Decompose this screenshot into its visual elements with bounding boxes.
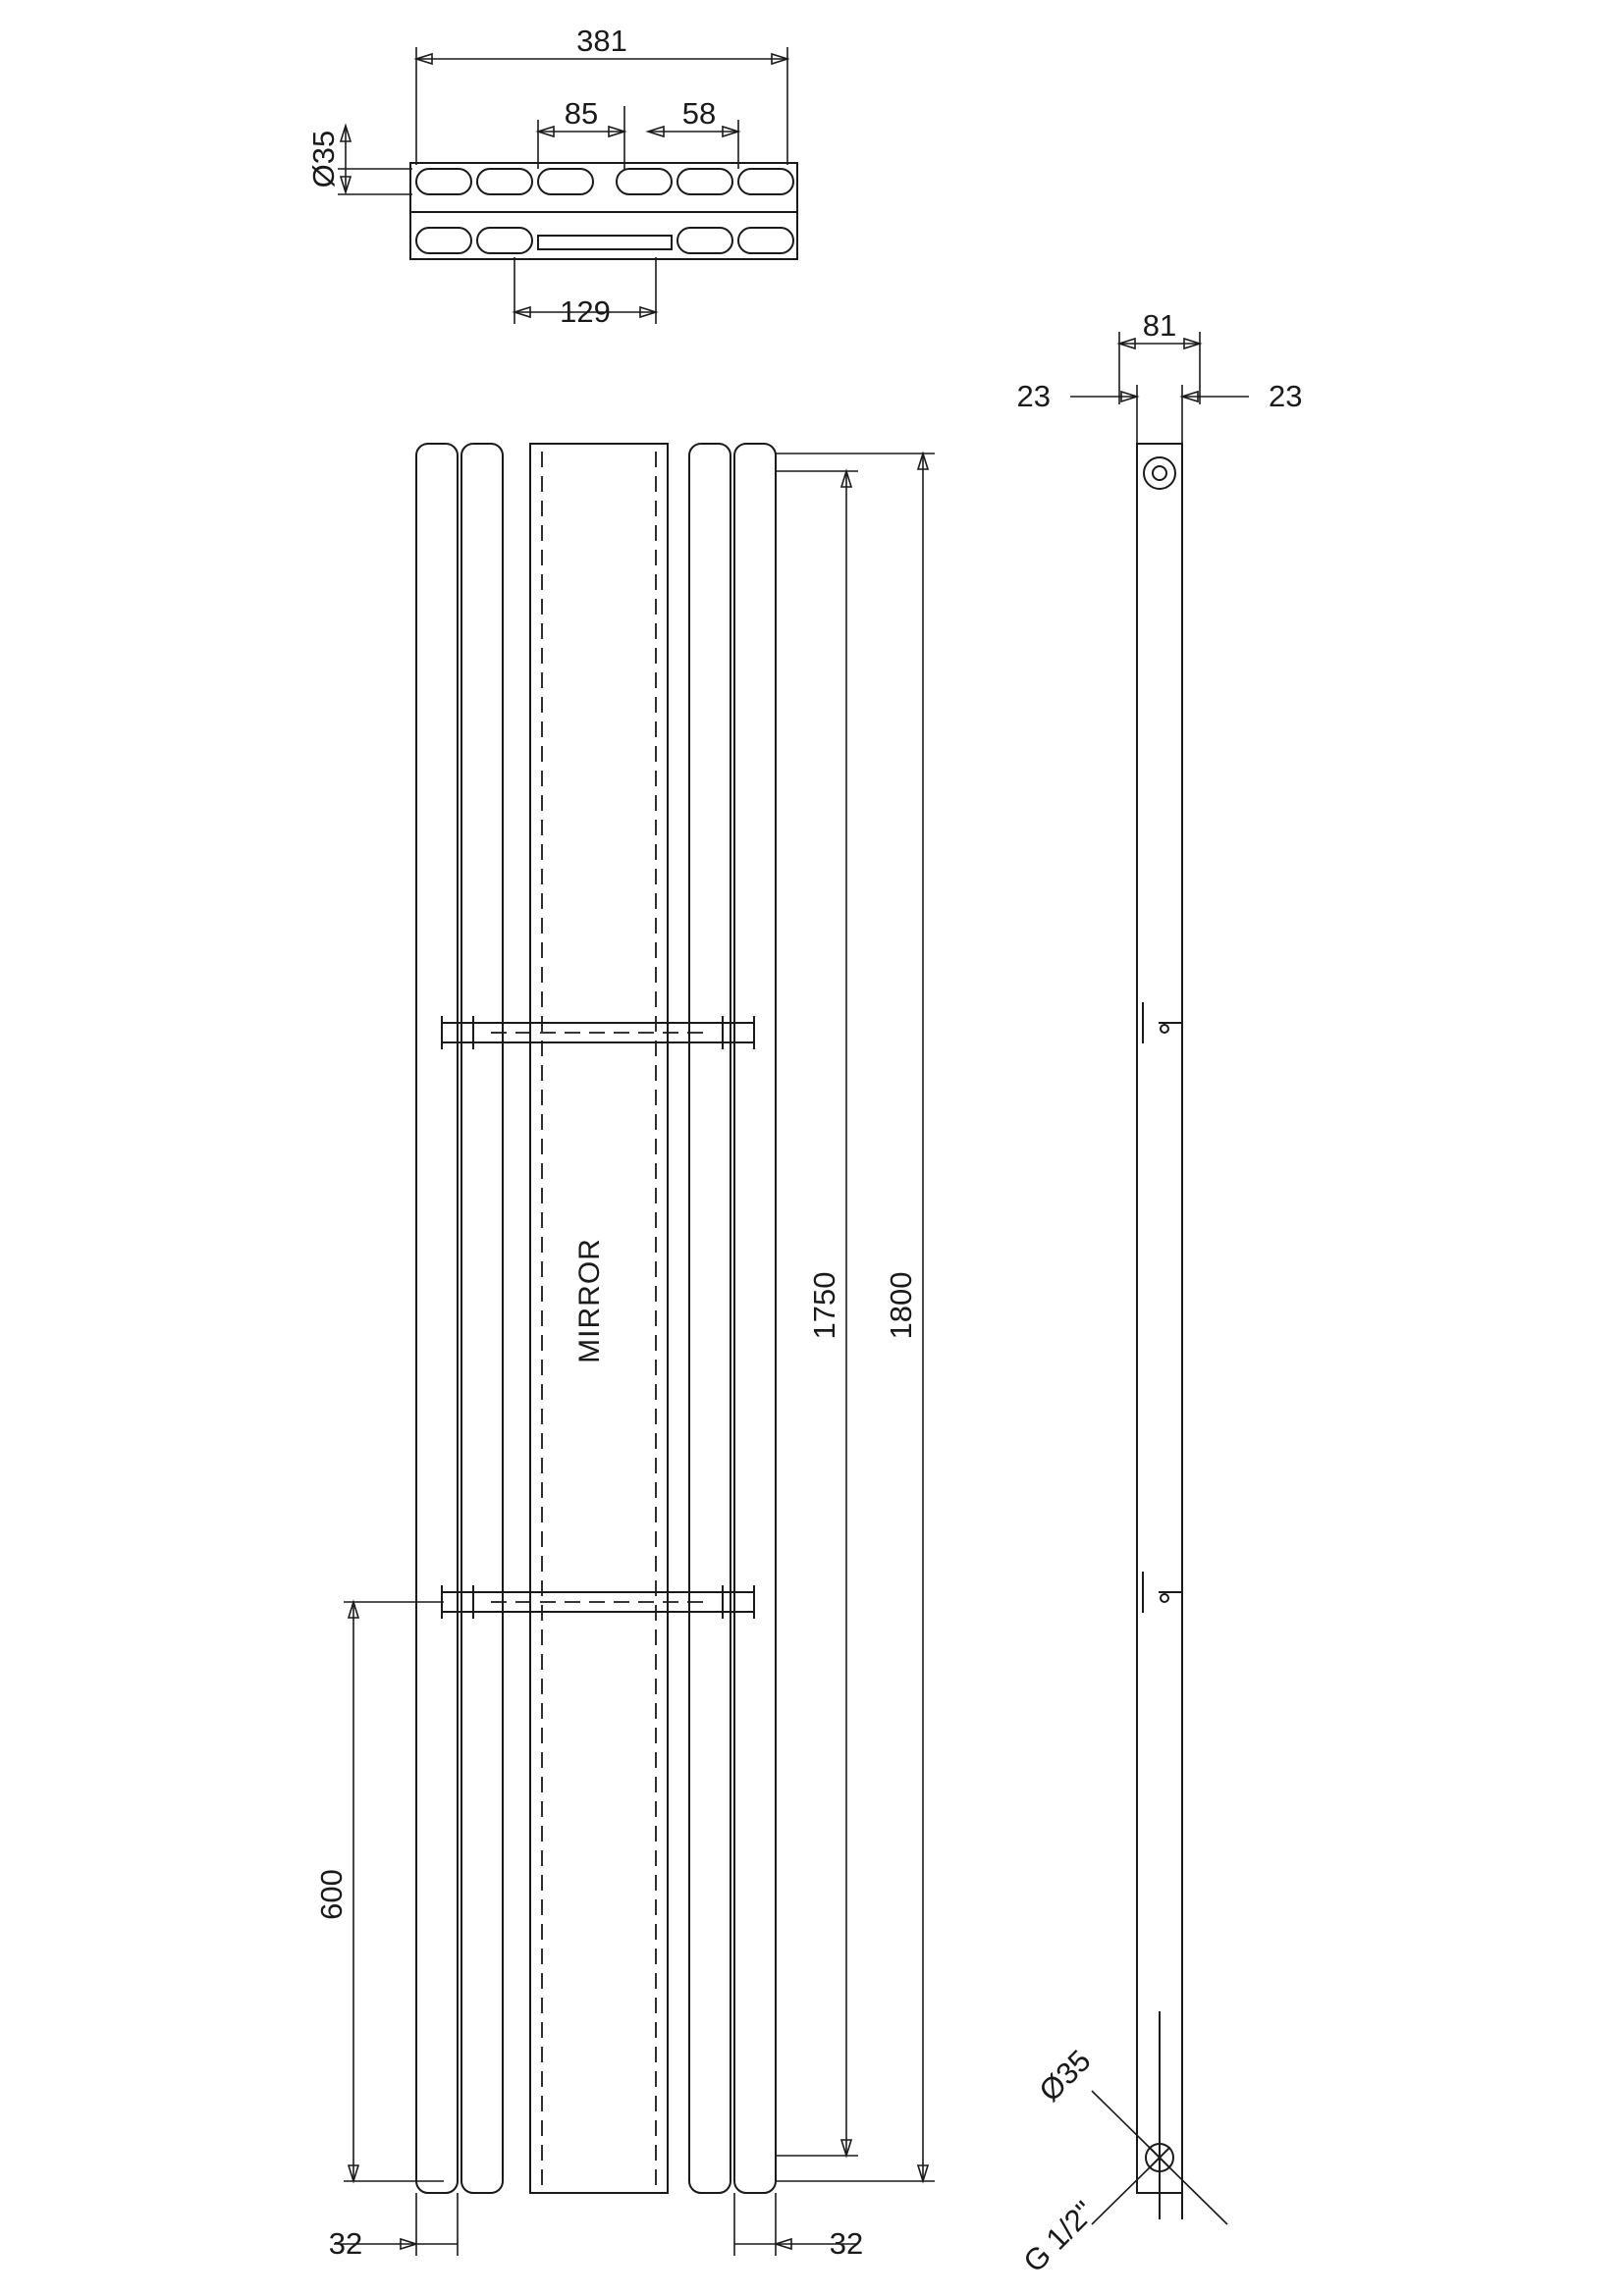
dim-front-lower-height: 600 xyxy=(314,1869,349,1920)
dim-side-depth: 81 xyxy=(1142,308,1177,343)
connection-detail-geometry xyxy=(1017,2012,1227,2279)
top-view-geometry xyxy=(410,163,797,259)
dim-side-offset-right: 23 xyxy=(1269,379,1303,413)
dim-front-edge-right: 32 xyxy=(829,2226,864,2261)
dim-top-pitch-85: 85 xyxy=(564,96,599,131)
side-view-dimensions xyxy=(1017,308,1303,444)
front-view-mirror-label: MIRROR xyxy=(573,1238,606,1363)
front-view-dimensions xyxy=(314,454,935,2261)
front-view-geometry xyxy=(416,444,776,2193)
dim-front-edge-left: 32 xyxy=(328,2226,363,2261)
detail-thread-label: G 1/2" xyxy=(1016,2194,1102,2279)
dim-top-overall-width: 381 xyxy=(576,24,627,58)
side-view-geometry xyxy=(1137,444,1182,2193)
dim-side-offset-left: 23 xyxy=(1016,379,1051,413)
dim-top-pitch-58: 58 xyxy=(681,96,717,131)
dim-front-overall-height: 1800 xyxy=(884,1271,918,1340)
dim-top-hole-diameter: Ø35 xyxy=(306,130,341,188)
detail-hole-diameter-label: Ø35 xyxy=(1032,2043,1098,2109)
top-view-dimensions xyxy=(306,24,787,329)
dim-front-bracket-centres: 1750 xyxy=(807,1271,841,1340)
dim-top-inner-129: 129 xyxy=(560,294,611,329)
